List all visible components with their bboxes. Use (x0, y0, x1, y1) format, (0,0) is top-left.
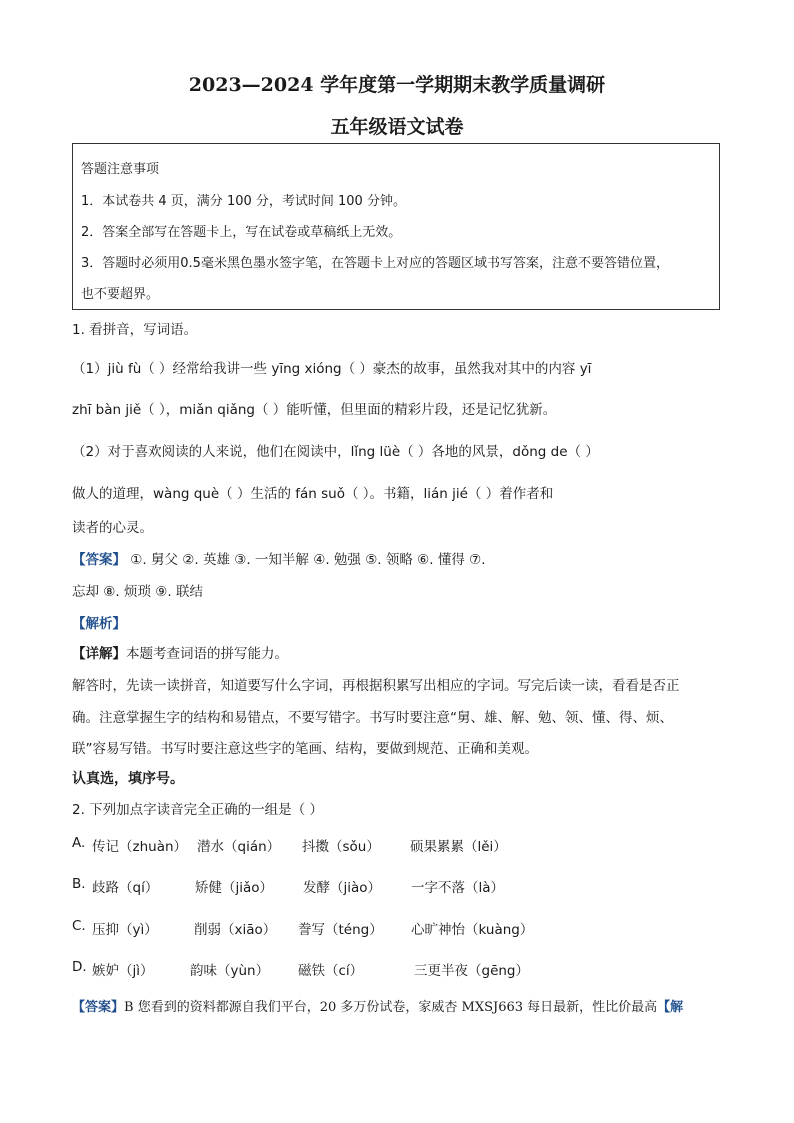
option-item: 抖擞（sǒu） (302, 839, 380, 855)
analysis-label-truncated: 【解 (657, 1000, 684, 1015)
question-1-line: 读者的心灵。 (72, 520, 153, 536)
option-item: 三更半夜（gēng） (414, 963, 530, 979)
option-letter: B. (72, 876, 86, 892)
option-letter: D. (72, 959, 87, 975)
answer-label: 【答案】 (72, 552, 126, 568)
answer-text: B 您看到的资料都源自我们平台，20 多万份试卷，家威杏 MXSJ663 每日最新，性比价最高 (124, 1000, 658, 1015)
question-1-line: zhī bàn jiě（ ），miǎn qiǎng（ ）能听懂，但里面的精彩片段，还是记忆犹新。 (72, 402, 557, 418)
notice-item: 也不要超界。 (81, 287, 160, 302)
option-item: 誊写（téng） (298, 922, 383, 938)
detail-text: 本题考查词语的拼写能力。 (126, 646, 288, 662)
question-1-line: 做人的道理，wàng què（ ）生活的 fán suǒ（ ）。书籍，lián jié（ ）着作者和 (72, 486, 554, 502)
question-1-line: （2）对于喜欢阅读的人来说，他们在阅读中，lǐng lüè（ ）各地的风景，dǒng de（ ） (72, 444, 599, 460)
option-item: 韵味（yùn） (190, 963, 270, 979)
notice-heading: 答题注意事项 (81, 162, 160, 177)
notice-item: 1．本试卷共 4 页，满分 100 分，考试时间 100 分钟。 (81, 194, 406, 209)
exam-title: 2023—2024 学年度第一学期期末教学质量调研 (188, 74, 606, 96)
option-item: 传记（zhuàn） (92, 839, 188, 855)
option-item: 一字不落（là） (411, 880, 505, 896)
option-item: 嫉妒（jì） (92, 963, 154, 979)
answer-row (72, 548, 486, 568)
analysis-label: 【解析】 (72, 616, 126, 632)
detail-label: 【详解】 (72, 646, 126, 662)
answer-continued: 忘却 ⑧. 烦琐 ⑨. 联结 (72, 584, 203, 600)
question-1-stem: 1. 看拼音，写词语。 (72, 322, 198, 338)
detail-row (72, 642, 288, 662)
explanation-line: 联”容易写错。书写时要注意这些字的笔画、结构，要做到规范、正确和美观。 (72, 741, 538, 757)
option-item: 发酵（jiào） (303, 880, 382, 896)
question-2-stem: 2. 下列加点字读音完全正确的一组是（ ） (72, 802, 323, 818)
option-item: 歧路（qí） (92, 880, 159, 896)
exam-subtitle: 五年级语文试卷 (330, 116, 464, 138)
answer-label: 【答案】 (72, 1000, 125, 1015)
answer-row (72, 996, 683, 1015)
question-1-line: （1）jiù fù（ ）经常给我讲一些 yīng xióng（ ）豪杰的故事，虽然我对其中的内容 yī (72, 361, 592, 377)
option-item: 矫健（jiǎo） (195, 880, 274, 896)
option-letter: C. (72, 918, 86, 934)
notice-box (72, 143, 720, 310)
option-item: 硕果累累（lěi） (410, 839, 507, 855)
explanation-line: 解答时，先读一读拼音，知道要写什么字词，再根据积累写出相应的字词。写完后读一读，看看是否正 (72, 678, 680, 694)
section-heading: 认真选，填序号。 (72, 771, 184, 787)
option-letter: A. (72, 835, 86, 851)
notice-item: 2．答案全部写在答题卡上，写在试卷或草稿纸上无效。 (81, 225, 402, 240)
option-item: 压抑（yì） (92, 922, 158, 938)
option-item: 潜水（qián） (197, 839, 281, 855)
option-item: 磁铁（cí） (298, 963, 364, 979)
option-item: 心旷神怡（kuàng） (411, 922, 534, 938)
notice-item: 3．答题时必须用0.5毫米黑色墨水签字笔，在答题卡上对应的答题区域书写答案，注意不要答错位置， (81, 256, 669, 271)
option-item: 削弱（xiāo） (194, 922, 277, 938)
explanation-line: 确。注意掌握生字的结构和易错点，不要写错字。书写时要注意“舅、雄、解、勉、领、懂、得、烦、 (72, 710, 673, 726)
answer-text: ①. 舅父 ②. 英雄 ③. 一知半解 ④. 勉强 ⑤. 领略 ⑥. 懂得 ⑦. (126, 552, 486, 568)
